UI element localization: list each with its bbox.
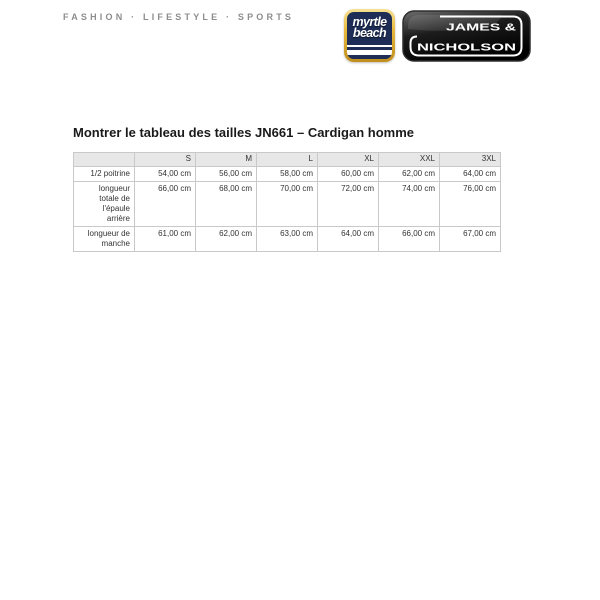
- myrtle-beach-logo: [344, 9, 395, 62]
- james-nicholson-logo: [402, 10, 531, 62]
- cell-value: 66,00 cm: [135, 182, 196, 227]
- cell-value: 54,00 cm: [135, 167, 196, 182]
- cell-value: 61,00 cm: [135, 227, 196, 252]
- size-header-xxl: XXL: [379, 153, 440, 167]
- jn-logo-line1: JAMES &: [446, 21, 517, 34]
- size-table-toggle-title[interactable]: Montrer le tableau des tailles JN661 – Cardigan homme: [73, 125, 415, 140]
- table-row-half-chest: [74, 167, 501, 182]
- cell-value: 66,00 cm: [379, 227, 440, 252]
- size-table: [73, 152, 501, 252]
- myrtle-beach-logo-line2: beach: [352, 25, 387, 40]
- cell-value: 64,00 cm: [318, 227, 379, 252]
- cell-value: 64,00 cm: [440, 167, 501, 182]
- row-label: 1/2 poitrine: [74, 167, 135, 182]
- cell-value: 58,00 cm: [257, 167, 318, 182]
- cell-value: 72,00 cm: [318, 182, 379, 227]
- cell-value: 60,00 cm: [318, 167, 379, 182]
- myrtle-beach-logo-inner: [347, 12, 392, 59]
- jn-logo-line2: NICHOLSON: [417, 41, 516, 54]
- cell-value: 62,00 cm: [196, 227, 257, 252]
- cell-value: 68,00 cm: [196, 182, 257, 227]
- brand-tagline: FASHION · LIFESTYLE · SPORTS: [63, 12, 295, 22]
- cell-value: 56,00 cm: [196, 167, 257, 182]
- row-label: longueur de manche: [74, 227, 135, 252]
- size-header-s: S: [135, 153, 196, 167]
- cell-value: 62,00 cm: [379, 167, 440, 182]
- myrtle-beach-logo-text: [353, 17, 387, 38]
- table-row-back-shoulder-length: [74, 182, 501, 227]
- size-table-header-row: [74, 153, 501, 167]
- brand-logos: [344, 9, 531, 62]
- size-header-empty: [74, 153, 135, 167]
- cell-value: 76,00 cm: [440, 182, 501, 227]
- cell-value: 70,00 cm: [257, 182, 318, 227]
- row-label: longueur totale de l'épaule arrière: [74, 182, 135, 227]
- cell-value: 63,00 cm: [257, 227, 318, 252]
- cell-value: 67,00 cm: [440, 227, 501, 252]
- table-row-sleeve-length: [74, 227, 501, 252]
- myrtle-beach-wave-stripes: [347, 45, 392, 59]
- size-header-m: M: [196, 153, 257, 167]
- myrtle-beach-logo-line1: myrtle: [352, 15, 387, 29]
- cell-value: 74,00 cm: [379, 182, 440, 227]
- size-header-l: L: [257, 153, 318, 167]
- size-header-xl: XL: [318, 153, 379, 167]
- size-header-3xl: 3XL: [440, 153, 501, 167]
